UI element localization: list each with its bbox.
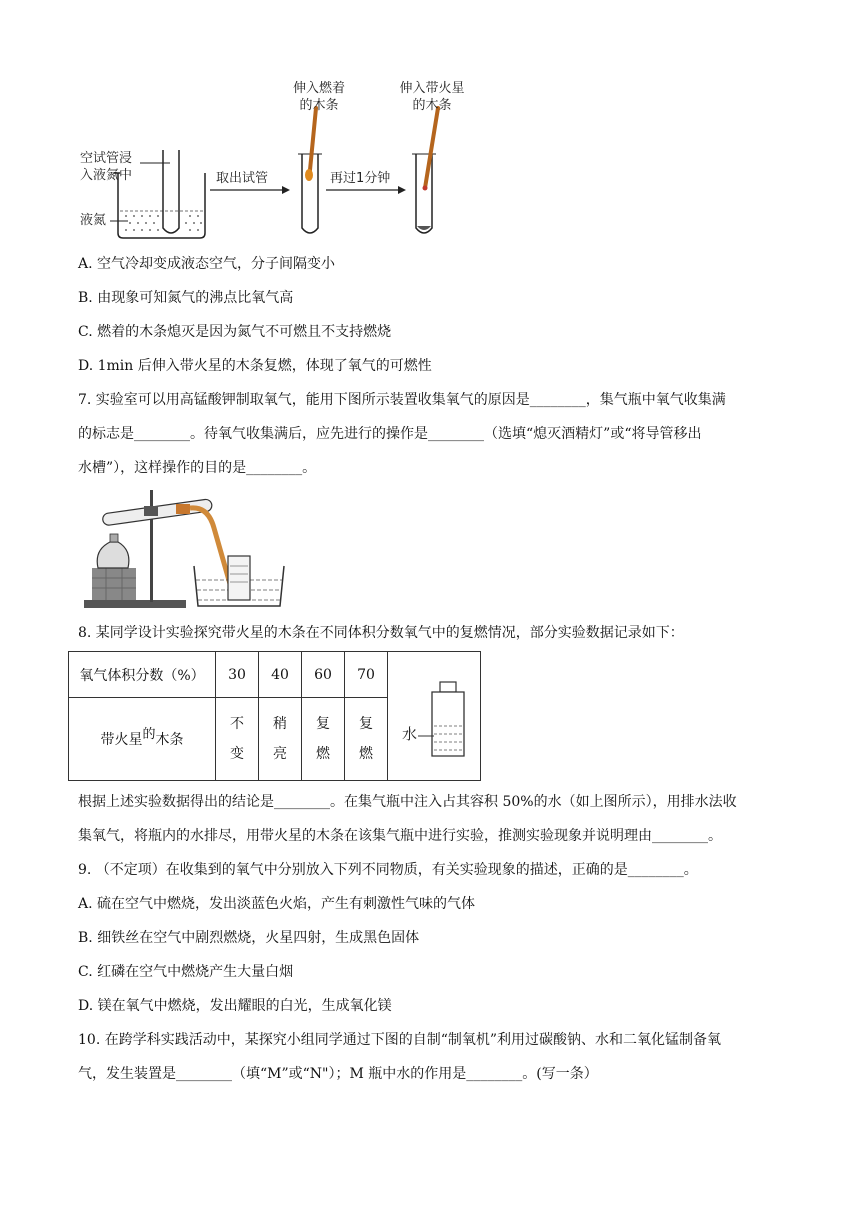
- table-header-part-b: 的: [142, 727, 156, 743]
- result-60-a: 复: [316, 716, 330, 733]
- table-percent-60: 60: [302, 652, 345, 698]
- label-liquid-nitrogen: 液氮: [80, 213, 107, 228]
- q10-line-1: 10. 在跨学科实践活动中，某探究小组同学通过下图的自制“制氧机”利用过碳酸钠、水和二氧化锰制备氧: [78, 1032, 722, 1048]
- q9-option-a: A. 硫在空气中燃烧，发出淡蓝色火焰，产生有刺激性气味的气体: [78, 896, 476, 912]
- table-header-glowing-stick: [69, 698, 216, 781]
- label-burning-stick: [284, 80, 354, 114]
- table-bottle-figure-cell: [388, 652, 481, 781]
- result-30-b: 变: [230, 746, 244, 763]
- q10-line-2: 气，发生装置是________（填“M”或“N"）；M 瓶中水的作用是________。(写一条）: [78, 1066, 598, 1082]
- table-percent-40: 40: [259, 652, 302, 698]
- water-bottle-diagram: [388, 652, 480, 780]
- table-header-part-c: 木条: [155, 732, 184, 749]
- q9-option-b: B. 细铁丝在空气中剧烈燃烧，火星四射，生成黑色固体: [78, 930, 420, 946]
- label-burning-line2: 的木条: [299, 98, 339, 113]
- table-percent-70: 70: [345, 652, 388, 698]
- table-header-oxygen-percent: 氧气体积分数（%）: [69, 652, 216, 698]
- table-result-60: [302, 698, 345, 781]
- arrow-label-take-out: 取出试管: [216, 171, 269, 186]
- q8-data-table: [68, 651, 481, 781]
- table-result-40: [259, 698, 302, 781]
- result-60-b: 燃: [316, 746, 330, 763]
- q9-option-c: C. 红磷在空气中燃烧产生大量白烟: [78, 964, 294, 980]
- label-burning-line1: 伸入燃着: [292, 81, 345, 96]
- table-percent-30: 30: [216, 652, 259, 698]
- result-30-a: 不: [230, 716, 244, 733]
- label-glowing-line2: 的木条: [412, 98, 452, 113]
- label-tube-line1: 空试管浸: [80, 151, 133, 166]
- q8-intro: 8. 某同学设计实验探究带火星的木条在不同体积分数氧气中的复燃情况，部分实验数据记录如下：: [78, 625, 684, 641]
- label-glowing-stick: [390, 80, 474, 114]
- q7-line-3: 水槽”），这样操作的目的是________。: [78, 460, 317, 476]
- q8-after-line-2: 集氧气，将瓶内的水排尽，用带火星的木条在该集气瓶中进行实验，推测实验现象并说明理由________。: [78, 828, 722, 844]
- table-result-30: [216, 698, 259, 781]
- q7-line-1: 7. 实验室可以用高锰酸钾制取氧气，能用下图所示装置收集氧气的原因是________，集气瓶中氧气收集满: [78, 392, 726, 408]
- q8-after-line-1: 根据上述实验数据得出的结论是________。在集气瓶中注入占其容积 50%的水（如上图所示），用排水法收: [78, 794, 737, 810]
- q6-option-d: D. 1min 后伸入带火星的木条复燃，体现了氧气的可燃性: [78, 358, 432, 374]
- q6-option-c: C. 燃着的木条熄灭是因为氮气不可燃且不支持燃烧: [78, 324, 392, 340]
- table-header-part-a: 带火星: [100, 732, 143, 749]
- apparatus-diagram: [80, 488, 300, 612]
- result-70-a: 复: [359, 716, 373, 733]
- result-40-b: 亮: [273, 746, 287, 763]
- water-label: 水: [402, 725, 418, 743]
- label-empty-tube: [80, 150, 132, 184]
- label-glowing-line1: 伸入带火星: [399, 81, 465, 96]
- figure-oxygen-apparatus: [80, 488, 300, 612]
- table-result-70: [345, 698, 388, 781]
- result-40-a: 稍: [273, 716, 287, 733]
- arrow-label-one-minute: 再过1分钟: [330, 171, 391, 186]
- q6-option-b: B. 由现象可知氮气的沸点比氧气高: [78, 290, 294, 306]
- q7-line-2: 的标志是________。待氧气收集满后，应先进行的操作是________（选填“熄灭酒精灯”或“将导管移出: [78, 426, 702, 442]
- q9-stem: 9. （不定项）在收集到的氧气中分别放入下列不同物质，有关实验现象的描述，正确的是________。: [78, 862, 698, 878]
- figure-liquid-nitrogen: [70, 78, 490, 248]
- q9-option-d: D. 镁在氧气中燃烧，发出耀眼的白光，生成氧化镁: [78, 998, 392, 1014]
- result-70-b: 燃: [359, 746, 373, 763]
- label-tube-line2: 入液氮中: [80, 168, 133, 183]
- q6-option-a: A. 空气冷却变成液态空气，分子间隔变小: [78, 256, 336, 272]
